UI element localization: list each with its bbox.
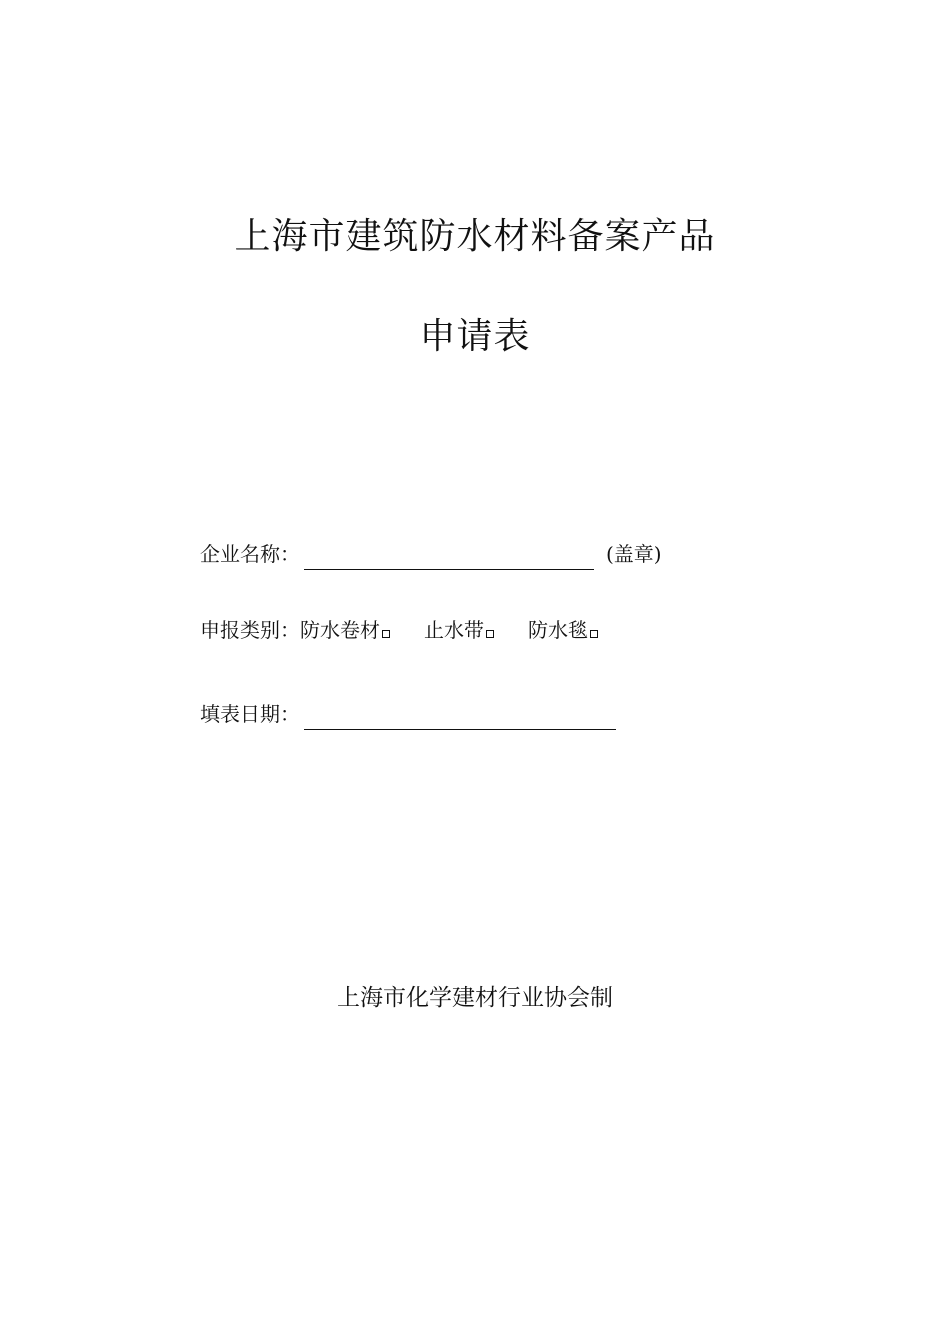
category-option-waterproof-membrane[interactable]: [300, 618, 390, 642]
issuer-footer: 上海市化学建材行业协会制: [337, 985, 613, 1011]
fill-date-label: 填表日期：: [200, 702, 300, 726]
fill-date-row: [200, 702, 616, 726]
category-option-label: 防水毯: [528, 618, 588, 642]
company-name-label: 企业名称：: [200, 542, 300, 566]
company-name-row: [200, 542, 662, 566]
category-option-label: 防水卷材: [300, 618, 380, 642]
category-option-waterstop[interactable]: [424, 618, 494, 642]
document-title-line-1: 上海市建筑防水材料备案产品: [234, 216, 716, 257]
checkbox-icon[interactable]: [382, 630, 390, 638]
company-name-field[interactable]: [304, 545, 594, 570]
category-row: [200, 618, 598, 642]
document-title-line-2: 申请表: [419, 316, 531, 357]
fill-date-field[interactable]: [304, 705, 616, 730]
category-option-waterproof-blanket[interactable]: [528, 618, 598, 642]
seal-label: (盖章): [606, 542, 662, 566]
checkbox-icon[interactable]: [590, 630, 598, 638]
category-option-label: 止水带: [424, 618, 484, 642]
category-label: 申报类别：: [200, 618, 300, 642]
checkbox-icon[interactable]: [486, 630, 494, 638]
